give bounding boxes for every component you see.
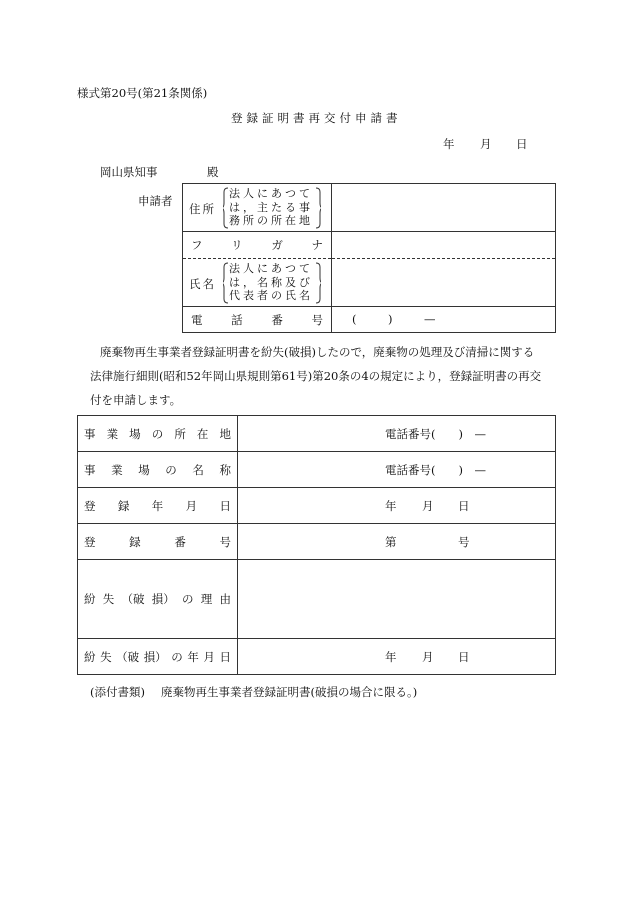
loss-date-input[interactable] <box>238 639 556 675</box>
row-label: 紛 失 （破 損） の 年 月 日 <box>78 639 238 675</box>
attachments-text: 廃棄物再生事業者登録証明書(破損の場合に限る。) <box>161 685 418 699</box>
number-prefix: 第 <box>385 534 397 549</box>
addressee: 岡山県知事 <box>100 165 158 179</box>
address-label-cell <box>183 184 332 232</box>
body-paragraph <box>90 340 541 412</box>
phone-close-paren: ) <box>388 312 393 326</box>
form-number: 様式第20号(第21条関係) <box>77 86 208 100</box>
address-note-line: 務所の所在地 <box>229 214 313 227</box>
table-row <box>78 416 556 452</box>
name-label-cell <box>183 259 332 307</box>
business-name-input[interactable] <box>238 452 556 488</box>
phone-label-cell <box>183 307 332 333</box>
date-day: 日 <box>458 498 470 513</box>
business-location-input[interactable] <box>238 416 556 452</box>
address-note <box>223 187 321 227</box>
table-row <box>78 560 556 639</box>
name-input[interactable] <box>332 259 556 307</box>
address-note-line: 法人にあつて <box>229 187 313 200</box>
attachments-label: (添付書類) <box>90 685 145 699</box>
table-row <box>78 524 556 560</box>
row-label: 事 業 場 の 所 在 地 <box>78 416 238 452</box>
details-table <box>77 415 556 675</box>
table-row <box>78 452 556 488</box>
body-line: 廃棄物再生事業者登録証明書を紛失(破損)したので，廃棄物の処理及び清掃に関する <box>100 345 535 359</box>
row-label: 登 録 番 号 <box>78 524 238 560</box>
body-line: 付を申請します。 <box>90 393 182 407</box>
phone-open-paren: ( <box>352 312 357 326</box>
applicant-table <box>182 183 556 333</box>
date-day: 日 <box>516 137 528 151</box>
body-line: 法律施行細則(昭和52年岡山県規則第61号)第20条の4の規定により，登録証明書の再交 <box>90 369 542 383</box>
table-row <box>78 488 556 524</box>
address-input[interactable] <box>332 184 556 232</box>
date-day: 日 <box>458 649 470 664</box>
date-month: 月 <box>422 649 434 664</box>
address-label: 住所 <box>189 202 216 216</box>
date-month: 月 <box>480 137 492 151</box>
furigana-label-cell <box>183 232 332 259</box>
date-year: 年 <box>443 137 455 151</box>
loss-reason-input[interactable] <box>238 560 556 639</box>
honorific: 殿 <box>207 165 219 179</box>
table-row <box>78 639 556 675</box>
row-label: 事 業 場 の 名 称 <box>78 452 238 488</box>
phone-dash: — <box>424 312 436 326</box>
name-note-line: 代表者の氏名 <box>229 289 313 302</box>
phone-number-text: 電話番号( ) — <box>385 426 486 441</box>
furigana-input[interactable] <box>332 232 556 259</box>
phone-label: 電 話 番 号 <box>191 312 323 327</box>
phone-input[interactable] <box>332 307 556 333</box>
name-label: 氏名 <box>189 277 216 291</box>
name-note-line: は，名称及び <box>229 275 313 289</box>
address-note-line: は，主たる事 <box>229 200 313 214</box>
phone-number-text: 電話番号( ) — <box>385 462 486 477</box>
registration-date-input[interactable] <box>238 488 556 524</box>
name-note <box>223 262 321 302</box>
date-year: 年 <box>385 649 397 664</box>
date-month: 月 <box>422 498 434 513</box>
registration-number-input[interactable] <box>238 524 556 560</box>
document-title: 登録証明書再交付申請書 <box>231 111 402 125</box>
row-label: 紛 失 （破 損） の 理 由 <box>78 560 238 639</box>
name-note-line: 法人にあつて <box>229 262 313 275</box>
applicant-label: 申請者 <box>138 194 173 208</box>
row-label: 登 録 年 月 日 <box>78 488 238 524</box>
number-suffix: 号 <box>458 534 470 549</box>
date-year: 年 <box>385 498 397 513</box>
furigana-label: フ リ ガ ナ <box>191 238 323 252</box>
